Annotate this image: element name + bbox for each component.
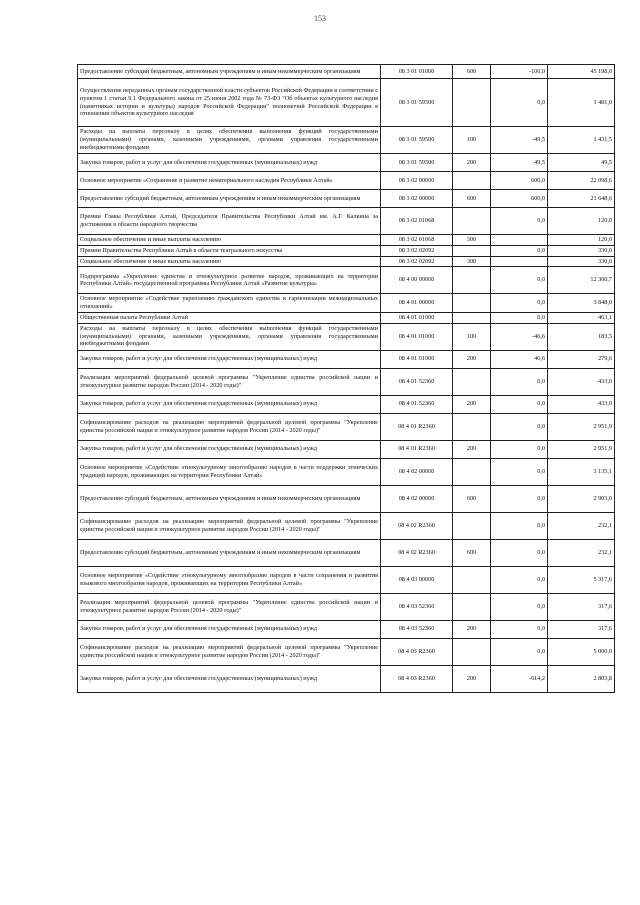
table-row [78, 79, 615, 127]
row-code: 08 4 01 00000 [381, 294, 453, 313]
row-name: Общественная палата Республики Алтай [78, 312, 381, 323]
row-name: Расходы на выплаты персоналу в целях обеспечения выполнения функций государственными (муниципальными) органами, казенными учреждениями, органами управления государственными внебюджетными фондами [78, 127, 381, 154]
budget-table-body [78, 65, 615, 693]
row-total-amount: 49,5 [548, 154, 615, 172]
row-code: 08 4 02 R2360 [381, 512, 453, 539]
row-name: Предоставление субсидий бюджетным, автономным учреждениям и иным некоммерческим организациям [78, 190, 381, 208]
row-change-amount: 0,0 [491, 512, 548, 539]
table-row [78, 190, 615, 208]
row-code: 08 4 03 R2360 [381, 665, 453, 692]
row-expense-type: 200 [453, 440, 491, 458]
row-total-amount: 2 951,9 [548, 440, 615, 458]
row-expense-type: 600 [453, 485, 491, 512]
table-row [78, 458, 615, 485]
row-code: 08 3 01 01000 [381, 65, 453, 79]
row-code: 08 4 01 R2360 [381, 440, 453, 458]
row-expense-type [453, 458, 491, 485]
table-row [78, 323, 615, 350]
row-code: 08 4 01 01000 [381, 312, 453, 323]
table-row [78, 127, 615, 154]
row-total-amount: 5 317,6 [548, 566, 615, 593]
page-number: 153 [314, 14, 326, 23]
row-expense-type: 200 [453, 154, 491, 172]
row-total-amount: 317,6 [548, 593, 615, 620]
row-expense-type: 200 [453, 395, 491, 413]
budget-table [77, 64, 615, 693]
row-expense-type [453, 368, 491, 395]
table-row [78, 368, 615, 395]
row-expense-type: 300 [453, 235, 491, 246]
row-code: 08 4 03 52360 [381, 593, 453, 620]
row-code: 08 4 01 01000 [381, 323, 453, 350]
table-row [78, 256, 615, 267]
row-change-amount: 0,0 [491, 458, 548, 485]
row-name: Социальное обеспечение и иные выплаты населению [78, 256, 381, 267]
row-expense-type: 200 [453, 620, 491, 638]
row-change-amount: 49,5 [491, 154, 548, 172]
row-name: Социальное обеспечение и иные выплаты населению [78, 235, 381, 246]
row-change-amount: -46,6 [491, 323, 548, 350]
row-code: 08 3 02 02092 [381, 256, 453, 267]
table-row [78, 350, 615, 368]
row-total-amount: 2 903,0 [548, 485, 615, 512]
row-change-amount: -614,2 [491, 665, 548, 692]
row-change-amount: 0,0 [491, 245, 548, 256]
table-row [78, 208, 615, 235]
row-change-amount: 0,0 [491, 395, 548, 413]
row-name: Основное мероприятие «Содействие укреплению гражданского единства и гармонизации межнациональных отношений» [78, 294, 381, 313]
row-name: Осуществление переданных органам государственной власти субъектов Российской Федерации в соответствии с пунктом 1 статьи 9.1 Федерального закона от 25 июня 2002 года № 73-ФЗ "Об объектах культурного наследия (памятниках истории и культуры) народов Российской Федерации" полномочий Российской Федерации в отношении объектов культурного наследия [78, 79, 381, 127]
row-code: 08 4 02 R2360 [381, 539, 453, 566]
table-row [78, 413, 615, 440]
row-total-amount: 3 135,1 [548, 458, 615, 485]
row-total-amount: 21 648,6 [548, 190, 615, 208]
row-code: 08 3 02 02092 [381, 245, 453, 256]
row-name: Предоставление субсидий бюджетным, автономным учреждениям и иным некоммерческим организациям [78, 65, 381, 79]
row-total-amount: 183,5 [548, 323, 615, 350]
row-change-amount: 0,0 [491, 638, 548, 665]
row-name: Софинансирование расходов на реализацию мероприятий федеральной целевой программы "Укрепление единства российской нации и этнокультурное развитие народов России (2014 - 2020 годы)" [78, 638, 381, 665]
table-row [78, 665, 615, 692]
row-total-amount: 317,6 [548, 620, 615, 638]
row-expense-type: 600 [453, 65, 491, 79]
row-total-amount: 232,1 [548, 512, 615, 539]
row-change-amount: 0,0 [491, 413, 548, 440]
row-expense-type: 600 [453, 190, 491, 208]
table-row [78, 539, 615, 566]
row-total-amount: 12 300,7 [548, 267, 615, 294]
row-name: Закупка товаров, работ и услуг для обеспечения государственных (муниципальных) нужд [78, 620, 381, 638]
row-change-amount: 0,0 [491, 267, 548, 294]
row-total-amount: 433,0 [548, 368, 615, 395]
table-row [78, 512, 615, 539]
row-name: Закупка товаров, работ и услуг для обеспечения государственных (муниципальных) нужд [78, 395, 381, 413]
row-total-amount: 3 848,0 [548, 294, 615, 313]
table-row [78, 65, 615, 79]
row-expense-type: 200 [453, 350, 491, 368]
row-change-amount: 0,0 [491, 593, 548, 620]
row-expense-type: 100 [453, 127, 491, 154]
table-row [78, 267, 615, 294]
row-name: Основное мероприятие «Содействие этнокультурному многообразию народов в части сохранения и развития языкового многообразия народов, проживающих на территории Республики Алтай» [78, 566, 381, 593]
row-total-amount: 1 431,5 [548, 127, 615, 154]
table-row [78, 312, 615, 323]
row-change-amount: 600,0 [491, 190, 548, 208]
row-expense-type [453, 312, 491, 323]
table-row [78, 566, 615, 593]
row-name: Премии Главы Республики Алтай, Председателя Правительства Республики Алтай им. А.Г. Калкина за достижения в области народного творчества [78, 208, 381, 235]
row-total-amount: 330,0 [548, 245, 615, 256]
row-total-amount: 45 198,0 [548, 65, 615, 79]
row-change-amount: 0,0 [491, 620, 548, 638]
row-expense-type [453, 566, 491, 593]
row-code: 08 4 01 01000 [381, 350, 453, 368]
row-code: 08 3 01 59500 [381, 127, 453, 154]
table-row [78, 154, 615, 172]
row-code: 08 4 01 52360 [381, 368, 453, 395]
row-total-amount: 2 951,9 [548, 413, 615, 440]
row-total-amount: 22 098,6 [548, 172, 615, 190]
row-code: 08 3 02 01068 [381, 235, 453, 246]
row-change-amount: 600,0 [491, 172, 548, 190]
row-change-amount [491, 256, 548, 267]
row-total-amount: 120,0 [548, 208, 615, 235]
row-code: 08 4 01 R2360 [381, 413, 453, 440]
row-name: Основное мероприятие «Содействие этнокультурному многообразию народов в части поддержки этнических традиций народов, проживающих на территории Республики Алтай» [78, 458, 381, 485]
row-expense-type [453, 245, 491, 256]
row-expense-type: 100 [453, 323, 491, 350]
row-change-amount [491, 235, 548, 246]
row-expense-type [453, 512, 491, 539]
row-code: 08 3 01 59500 [381, 79, 453, 127]
row-change-amount: 0,0 [491, 312, 548, 323]
row-change-amount: 0,0 [491, 539, 548, 566]
table-row [78, 395, 615, 413]
row-expense-type: 300 [453, 256, 491, 267]
row-name: Подпрограмма «Укрепление единства и этнокультурное развитие народов, проживающих на территории Республики Алтай» государственной программы Республики Алтай «Развитие культуры» [78, 267, 381, 294]
row-expense-type [453, 208, 491, 235]
table-row [78, 245, 615, 256]
row-name: Предоставление субсидий бюджетным, автономным учреждениям и иным некоммерческим организациям [78, 485, 381, 512]
row-total-amount: 232,1 [548, 539, 615, 566]
row-total-amount: 279,6 [548, 350, 615, 368]
row-name: Расходы на выплаты персоналу в целях обеспечения выполнения функций государственными (муниципальными) органами, казенными учреждениями, органами управления государственными внебюджетными фондами [78, 323, 381, 350]
row-code: 08 3 02 00000 [381, 172, 453, 190]
row-expense-type [453, 294, 491, 313]
row-total-amount: 120,0 [548, 235, 615, 246]
row-code: 08 4 02 00000 [381, 458, 453, 485]
row-name: Софинансирование расходов на реализацию мероприятий федеральной целевой программы "Укрепление единства российской нации и этнокультурное развитие народов России (2014 - 2020 годы)" [78, 512, 381, 539]
row-expense-type [453, 593, 491, 620]
row-expense-type: 600 [453, 539, 491, 566]
row-name: Предоставление субсидий бюджетным, автономным учреждениям и иным некоммерческим организациям [78, 539, 381, 566]
row-name: Реализация мероприятий федеральной целевой программы "Укрепление единства российской нации и этнокультурное развитие народов России (2014 - 2020 годы)" [78, 593, 381, 620]
row-total-amount: 330,0 [548, 256, 615, 267]
row-change-amount: 0,0 [491, 566, 548, 593]
row-change-amount: 0,0 [491, 294, 548, 313]
table-row [78, 620, 615, 638]
row-change-amount: 0,0 [491, 485, 548, 512]
row-name: Закупка товаров, работ и услуг для обеспечения государственных (муниципальных) нужд [78, 665, 381, 692]
row-name: Основное мероприятие «Сохранение и развитие нематериального наследия Республики Алтай» [78, 172, 381, 190]
row-code: 08 4 00 00000 [381, 267, 453, 294]
row-expense-type [453, 79, 491, 127]
row-change-amount: 0,0 [491, 440, 548, 458]
row-name: Премии Правительства Республики Алтай в области театрального искусства [78, 245, 381, 256]
row-change-amount: 0,0 [491, 208, 548, 235]
row-name: Реализация мероприятий федеральной целевой программы "Укрепление единства российской нации и этнокультурное развитие народов России (2014 - 2020 годы)" [78, 368, 381, 395]
row-change-amount: -49,5 [491, 127, 548, 154]
row-name: Закупка товаров, работ и услуг для обеспечения государственных (муниципальных) нужд [78, 350, 381, 368]
row-total-amount: 5 000,0 [548, 638, 615, 665]
row-change-amount: 0,0 [491, 79, 548, 127]
table-row [78, 638, 615, 665]
row-expense-type [453, 267, 491, 294]
row-code: 08 4 03 R2360 [381, 638, 453, 665]
row-code: 08 3 01 59500 [381, 154, 453, 172]
row-name: Закупка товаров, работ и услуг для обеспечения государственных (муниципальных) нужд [78, 154, 381, 172]
row-expense-type [453, 638, 491, 665]
row-code: 08 4 02 00000 [381, 485, 453, 512]
row-code: 08 3 02 00000 [381, 190, 453, 208]
table-row [78, 485, 615, 512]
row-total-amount: 463,1 [548, 312, 615, 323]
row-change-amount: 0,0 [491, 368, 548, 395]
row-expense-type [453, 172, 491, 190]
row-change-amount: -100,0 [491, 65, 548, 79]
row-total-amount: 1 481,0 [548, 79, 615, 127]
row-total-amount: 2 803,8 [548, 665, 615, 692]
table-row [78, 593, 615, 620]
row-code: 08 4 01 52360 [381, 395, 453, 413]
row-expense-type [453, 413, 491, 440]
row-expense-type: 200 [453, 665, 491, 692]
table-row [78, 235, 615, 246]
row-code: 08 4 03 52360 [381, 620, 453, 638]
row-code: 08 3 02 01068 [381, 208, 453, 235]
row-change-amount: 46,6 [491, 350, 548, 368]
table-row [78, 172, 615, 190]
row-name: Софинансирование расходов на реализацию мероприятий федеральной целевой программы "Укрепление единства российской нации и этнокультурное развитие народов России (2014 - 2020 годы)" [78, 413, 381, 440]
row-code: 08 4 03 00000 [381, 566, 453, 593]
table-row [78, 294, 615, 313]
row-total-amount: 433,0 [548, 395, 615, 413]
row-name: Закупка товаров, работ и услуг для обеспечения государственных (муниципальных) нужд [78, 440, 381, 458]
table-row [78, 440, 615, 458]
